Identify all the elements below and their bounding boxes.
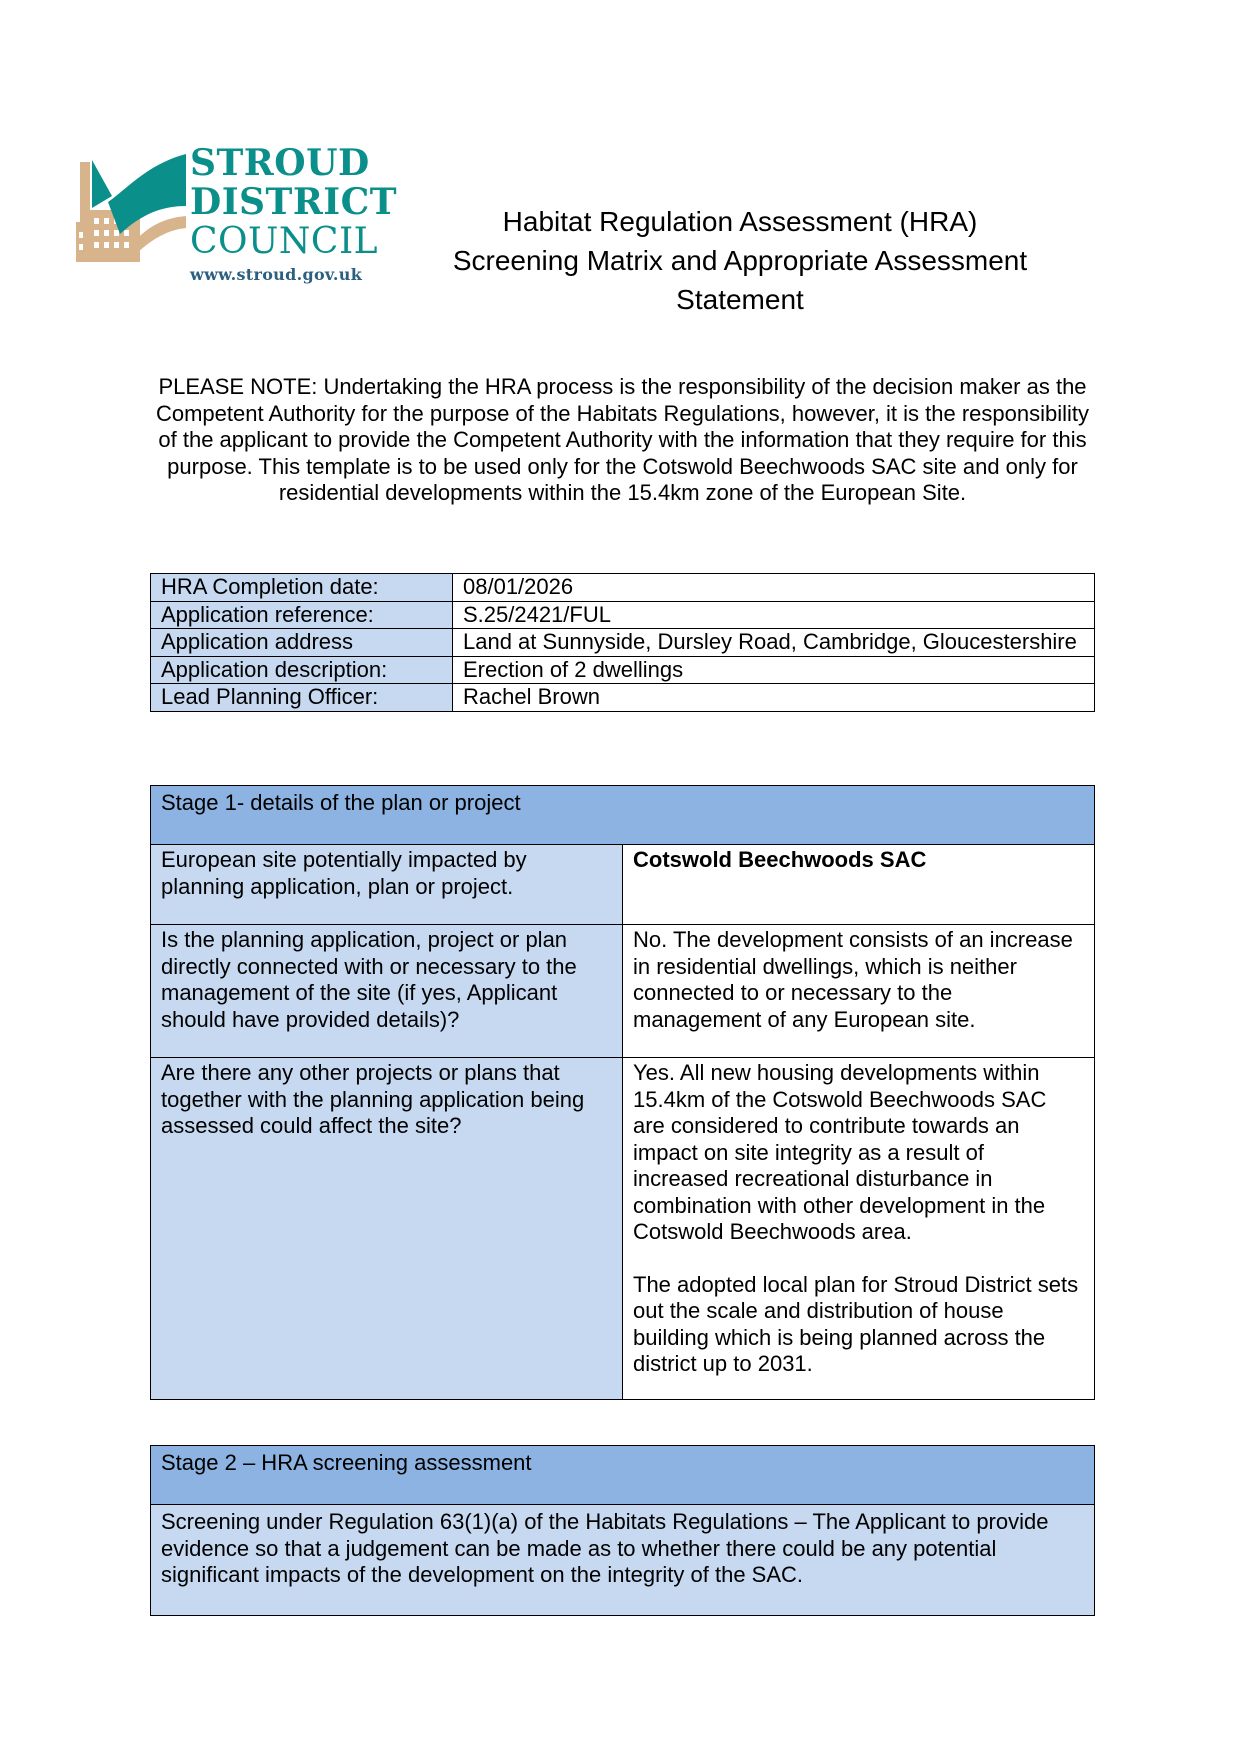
application-address-value: Land at Sunnyside, Dursley Road, Cambridge, Gloucestershire	[453, 629, 1095, 657]
application-details-table	[150, 573, 1095, 712]
application-reference-label: Application reference:	[151, 601, 453, 629]
table-row	[151, 656, 1095, 684]
application-reference-value: S.25/2421/FUL	[453, 601, 1095, 629]
table-row	[151, 574, 1095, 602]
document-title	[420, 202, 1060, 319]
mill-building-icon	[72, 148, 190, 268]
title-line-1: Habitat Regulation Assessment (HRA)	[502, 206, 978, 237]
table-row	[151, 1505, 1095, 1616]
logo-url: www.stroud.gov.uk	[190, 265, 363, 284]
logo-district: DISTRICT	[190, 181, 398, 223]
table-row	[151, 786, 1095, 845]
lead-officer-value: Rachel Brown	[453, 684, 1095, 712]
stage1-question-1: European site potentially impacted by planning application, plan or project.	[151, 845, 623, 925]
completion-date-label: HRA Completion date:	[151, 574, 453, 602]
logo-council: COUNCIL	[190, 221, 379, 262]
logo-wordmark	[190, 144, 397, 284]
stage1-answer-3-para-2: The adopted local plan for Stroud District sets out the scale and distribution of house building which is being planned across the district up to 2031.	[633, 1271, 1079, 1376]
title-line-2: Screening Matrix and Appropriate Assessment	[452, 245, 1028, 276]
table-row	[151, 601, 1095, 629]
stage1-question-3: Are there any other projects or plans that together with the planning application being assessed could affect the site?	[151, 1058, 623, 1400]
stage1-question-2: Is the planning application, project or plan directly connected with or necessary to the management of the site (if yes, Applicant should have provided details)?	[151, 925, 623, 1058]
stage1-heading: Stage 1- details of the plan or project	[151, 786, 1095, 845]
table-row	[151, 925, 1095, 1058]
table-row	[151, 629, 1095, 657]
stage2-table	[150, 1445, 1095, 1616]
application-description-label: Application description:	[151, 656, 453, 684]
stage2-heading: Stage 2 – HRA screening assessment	[151, 1446, 1095, 1505]
stage1-answer-3	[623, 1058, 1095, 1400]
application-description-value: Erection of 2 dwellings	[453, 656, 1095, 684]
table-row	[151, 845, 1095, 925]
title-line-3: Statement	[676, 284, 804, 315]
completion-date-value: 08/01/2026	[453, 574, 1095, 602]
please-note: PLEASE NOTE: Undertaking the HRA process is the responsibility of the decision maker as the Competent Authority for the purpose of the Habitats Regulations, however, it is the responsibility of the applicant to provide the Competent Authority with the information that they require for this purpose. This template is to be used only for the Cotswold Beechwoods SAC site and only for residential developments within the 15.4km zone of the European Site.	[155, 374, 1090, 505]
table-row	[151, 684, 1095, 712]
stage1-answer-2: No. The development consists of an increase in residential dwellings, which is neither connected to or necessary to the management of any European site.	[623, 925, 1095, 1058]
table-row	[151, 1446, 1095, 1505]
council-logo	[72, 140, 398, 290]
stage1-table	[150, 785, 1095, 1400]
stage1-answer-3-para-1: Yes. All new housing developments within 15.4km of the Cotswold Beechwoods SAC are considered to contribute towards an impact on site integrity as a result of increased recreational disturbance in combination with other development in the Cotswold Beechwoods area.	[633, 1060, 1047, 1244]
lead-officer-label: Lead Planning Officer:	[151, 684, 453, 712]
table-row	[151, 1058, 1095, 1400]
stage1-answer-1: Cotswold Beechwoods SAC	[623, 845, 1095, 925]
application-address-label: Application address	[151, 629, 453, 657]
logo-stroud: STROUD	[190, 142, 370, 184]
stage2-body: Screening under Regulation 63(1)(a) of the Habitats Regulations – The Applicant to provide evidence so that a judgement can be made as to whether there could be any potential significant impacts of the development on the integrity of the SAC.	[151, 1505, 1095, 1616]
